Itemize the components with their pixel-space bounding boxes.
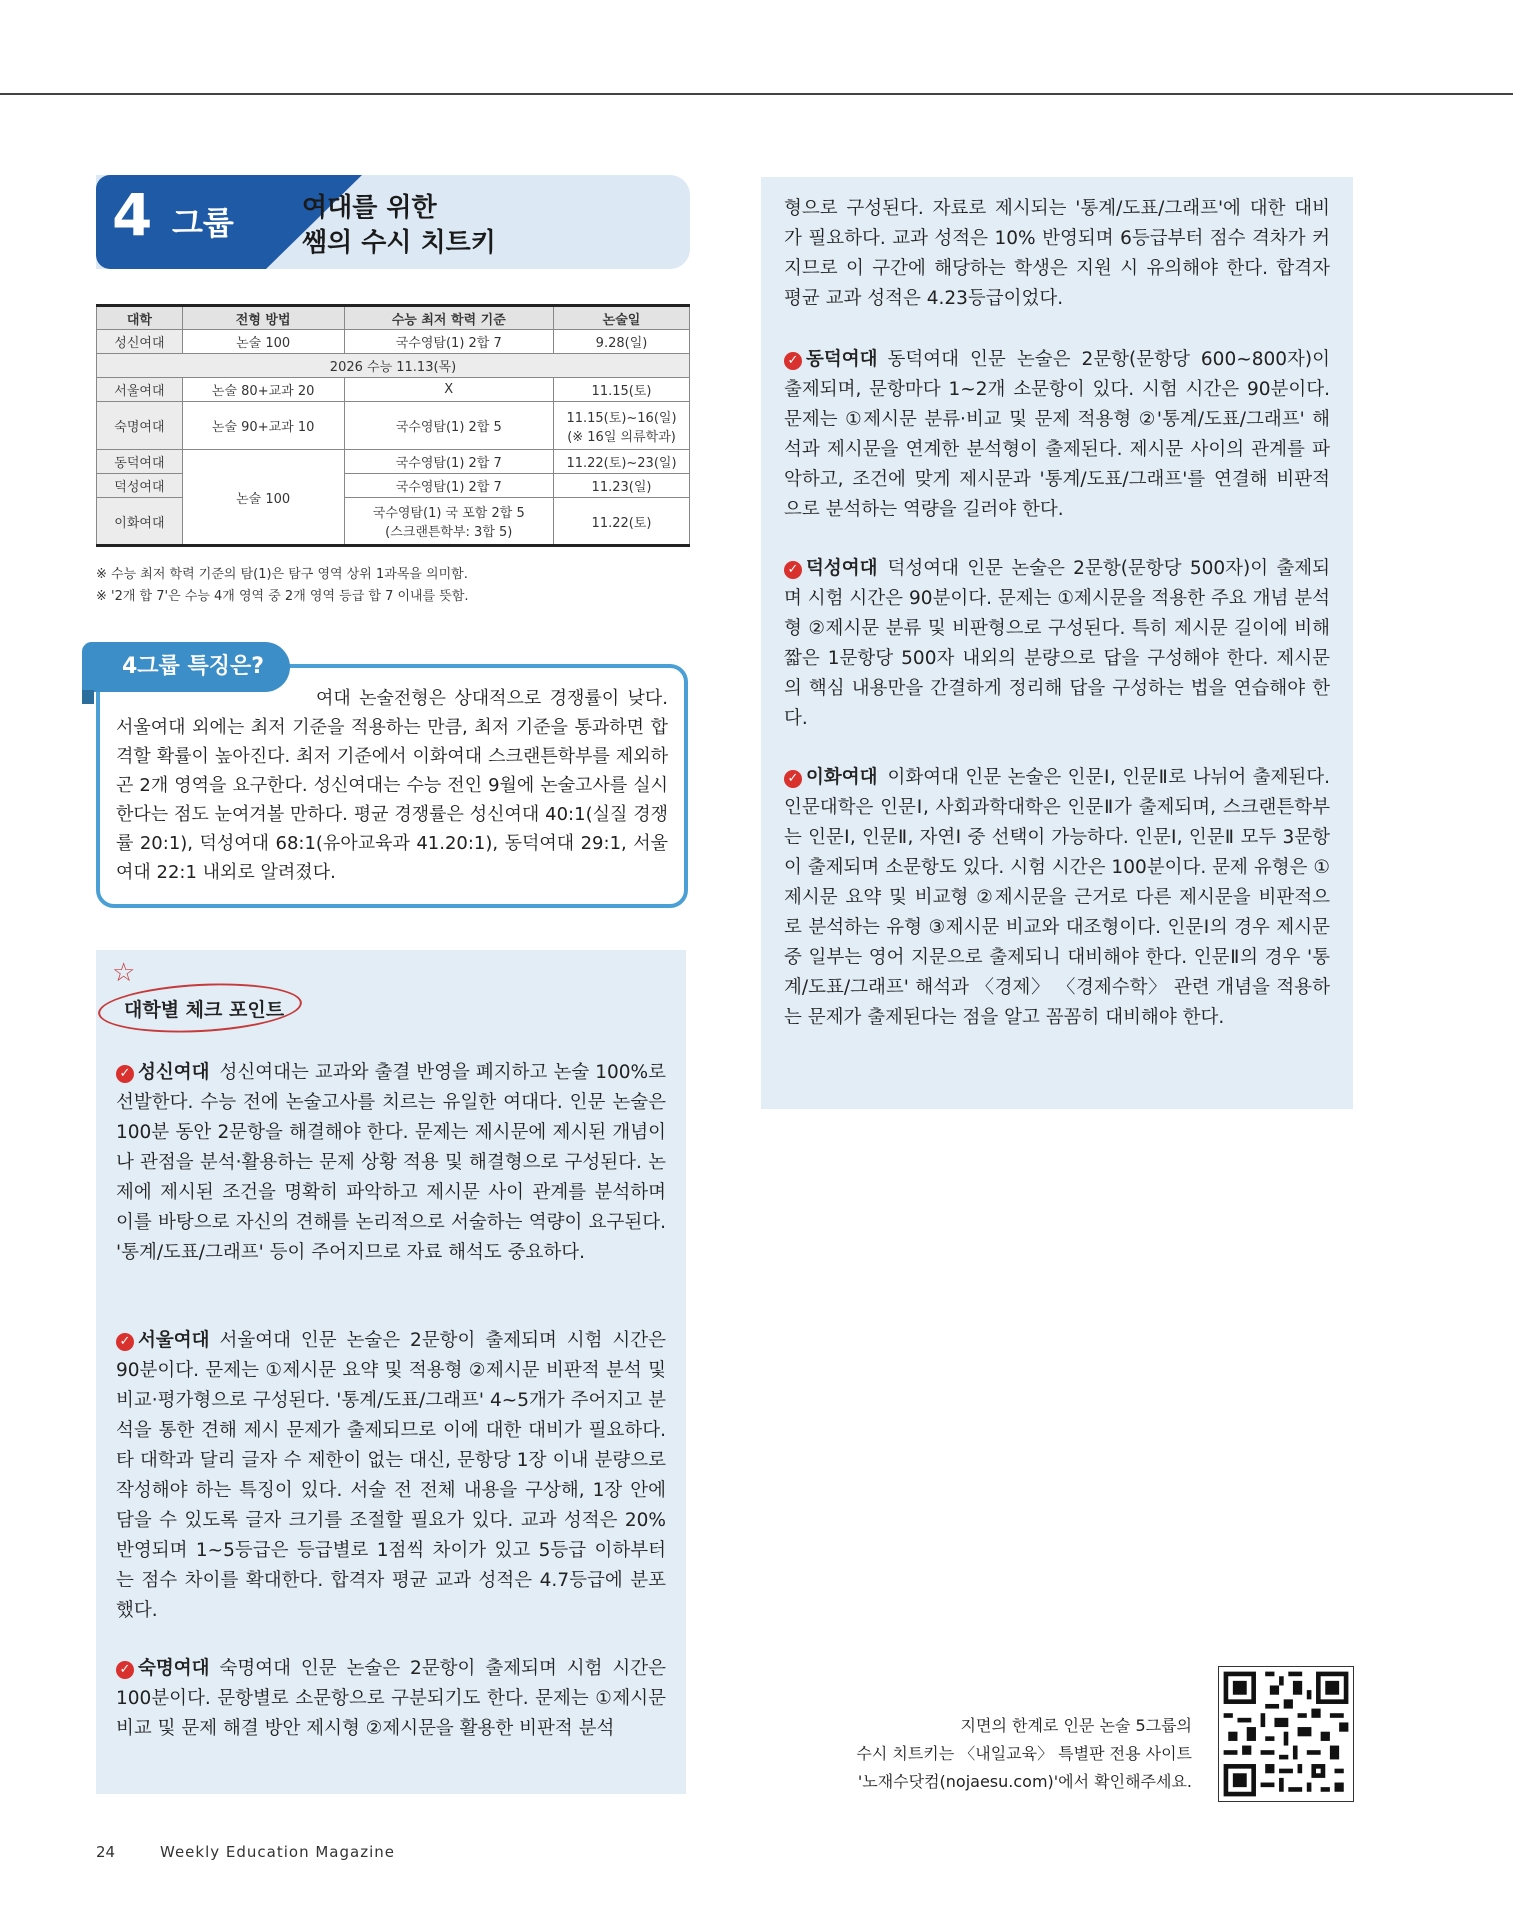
checkpoint-university: 덕성여대 [806,558,878,579]
cell-minimum: 국수영탐(1) 2합 5 [344,402,554,450]
col-header-date: 논술일 [554,306,690,330]
cell-date [554,402,690,450]
cell-date-line1: 11.15(토)~16(일) [566,410,677,426]
checkpoint-item [784,763,1330,1033]
checkpoint-university: 숙명여대 [138,1658,210,1679]
schedule-table [96,304,690,547]
features-tab-fold [82,690,94,704]
cell-minimum [344,498,554,546]
cell-method-shared: 논술 100 [182,450,344,546]
star-icon: ☆ [112,958,136,988]
check-icon: ✓ [784,352,802,370]
features-text: 여대 논술전형은 상대적으로 경쟁률이 낮다. 서울여대 외에는 최저 기준을 적용하는 만큼, 최저 기준을 통과하면 합격할 확률이 높아진다. 최저 기준에서 이화여대 스크랜튼학부를 제외하곤 2개 영역을 요구한다. 성신여대는 수능 전인 9월에 논술고사를 실시한다는 점도 눈여겨볼 만하다. 평균 경쟁률은 성신여대 40:1(실질 경쟁률 20:1), 덕성여대 68:1(유아교육과 41.20:1), 동덕여대 29:1, 서울여대 22:1 내외로 알려졌다. [116,688,668,883]
table-row [97,450,690,474]
qr-code[interactable] [1218,1666,1354,1802]
col-header-minimum: 수능 최저 학력 기준 [344,306,554,330]
cell-university: 성신여대 [97,330,183,354]
cell-minimum-line2: (스크랜튼학부: 3합 5) [385,525,513,540]
cell-university: 서울여대 [97,378,183,402]
checkpoint-text: 덕성여대 인문 논술은 2문항(문항당 500자)이 출제되며 시험 시간은 90분이다. 문제는 ①제시문을 적용한 주요 개념 분석형 ②제시문 분류 및 비판형으로 구성된다. 특히 제시문 길이에 비해 짧은 1문항당 500자 내외의 분량으로 답을 구성해야 한다. 제시문의 핵심 내용만을 간결하게 정리해 답을 구성하는 법을 연습해야 한다. [784,558,1330,729]
cell-method: 논술 80+교과 20 [182,378,344,402]
table-row [97,378,690,402]
checkpoint-text: 동덕여대 인문 논술은 2문항(문항당 600~800자)이 출제되며, 문항마다 1~2개 소문항이 있다. 시험 시간은 90분이다. 문제는 ①제시문 분류·비교 및 문제 적용형 ②'통계/도표/그래프' 해석과 제시문을 연계한 분석형이 출제된다. 제시문 사이의 관계를 파악하고, 조건에 맞게 제시문과 '통계/도표/그래프'를 연결해 비판적으로 분석하는 역량을 길러야 한다. [784,349,1330,520]
banner-title-line1: 여대를 위한 [302,193,437,223]
features-title: 4그룹 특징은? [122,654,264,679]
checkpoint-item [116,1654,666,1744]
cell-minimum: 국수영탐(1) 2합 7 [344,330,554,354]
checkpoint-text: 숙명여대 인문 논술은 2문항이 출제되며 시험 시간은 100분이다. 문항별로 소문항으로 구분되기도 한다. 문제는 ①제시문 비교 및 문제 해결 방안 제시형 ②제시문을 활용한 비판적 분석 [116,1658,666,1739]
cell-date-line2: (※ 16일 의류학과) [567,429,676,445]
checkpoint-continued: 형으로 구성된다. 자료로 제시되는 '통계/도표/그래프'에 대한 대비가 필요하다. 교과 성적은 10% 반영되며 6등급부터 점수 격차가 커지므로 이 구간에 해당하는 학생은 지원 시 유의해야 한다. 합격자 평균 교과 성적은 4.23등급이었다. [784,198,1330,309]
cell-date: 11.22(토)~23(일) [554,450,690,474]
table-notes [96,564,469,608]
checkpoint-item [784,554,1330,734]
cell-date: 11.23(일) [554,474,690,498]
cell-date: 9.28(일) [554,330,690,354]
cell-method: 논술 90+교과 10 [182,402,344,450]
checkpoint-university: 서울여대 [138,1330,210,1351]
cell-university: 덕성여대 [97,474,183,498]
checkpoint-university: 이화여대 [806,767,878,788]
cell-date: 11.22(토) [554,498,690,546]
group-label: 그룹 [172,204,234,242]
check-icon: ✓ [116,1333,134,1351]
qr-note-line: '노재수닷컴(nojaesu.com)'에서 확인해주세요. [857,1772,1192,1791]
checkpoint-item [784,345,1330,525]
qr-note-line: 지면의 한계로 인문 논술 5그룹의 [960,1716,1192,1735]
col-header-method: 전형 방법 [182,306,344,330]
magazine-name: Weekly Education Magazine [160,1843,395,1861]
checkpoint-university: 동덕여대 [806,349,878,370]
col-header-university: 대학 [97,306,183,330]
cell-minimum: 국수영탐(1) 2합 7 [344,450,554,474]
checkpoint-item [116,1326,666,1626]
group-number: 4 [112,181,153,249]
cell-minimum: X [344,378,554,402]
check-icon: ✓ [784,561,802,579]
page-number: 24 [96,1843,116,1861]
table-row [97,330,690,354]
table-note: ※ '2개 합 7'은 수능 4개 영역 중 2개 영역 등급 합 7 이내를 뜻함. [96,589,469,604]
check-icon: ✓ [784,770,802,788]
check-icon: ✓ [116,1065,134,1083]
cell-minimum-line1: 국수영탐(1) 국 포함 2합 5 [372,506,525,521]
checkpoint-text: 서울여대 인문 논술은 2문항이 출제되며 시험 시간은 90분이다. 문제는 ①제시문 요약 및 적용형 ②제시문 비판적 분석 및 비교·평가형으로 구성된다. '통계/도표/그래프' 4~5개가 주어지고 분석을 통한 견해 제시 문제가 출제되므로 이에 대한 대비가 필요하다. 타 대학과 달리 글자 수 제한이 없는 대신, 문항당 1장 이내 분량으로 작성해야 하는 특징이 있다. 서술 전 전체 내용을 구상해, 1장 안에 담을 수 있도록 글자 크기를 조절할 필요가 있다. 교과 성적은 20% 반영되며 1~5등급은 등급별로 1점씩 차이가 있고 5등급 이하부터는 점수 차이를 확대한다. 합격자 평균 교과 성적은 4.7등급에 분포했다. [116,1330,666,1621]
cell-university: 동덕여대 [97,450,183,474]
section-banner [96,175,690,269]
cell-method: 논술 100 [182,330,344,354]
top-rule [0,93,1513,95]
table-note: ※ 수능 최저 학력 기준의 탐(1)은 탐구 영역 상위 1과목을 의미함. [96,567,468,582]
table-row [97,402,690,450]
checkpoint-university: 성신여대 [138,1062,210,1083]
checkpoint-title: 대학별 체크 포인트 [124,999,285,1021]
checkpoint-text: 성신여대는 교과와 출결 반영을 폐지하고 논술 100%로 선발한다. 수능 전에 논술고사를 치르는 유일한 여대다. 인문 논술은 100분 동안 2문항을 해결해야 한다. 문제는 제시문에 제시된 개념이나 관점을 분석·활용하는 문제 상황 적용 및 해결형으로 구성된다. 논제에 제시된 조건을 명확히 파악하고 제시문 사이 관계를 분석하며 이를 바탕으로 자신의 견해를 논리적으로 서술하는 역량이 요구된다. '통계/도표/그래프' 등이 주어지므로 자료 해석도 중요하다. [116,1062,666,1263]
check-icon: ✓ [116,1661,134,1679]
banner-title-line2: 쌤의 수시 치트키 [302,228,496,258]
qr-note [820,1712,1192,1796]
table-divider-row [97,354,690,378]
cell-minimum: 국수영탐(1) 2합 7 [344,474,554,498]
cell-university: 이화여대 [97,498,183,546]
qr-note-line: 수시 치트키는 〈내일교육〉 특별판 전용 사이트 [856,1744,1192,1763]
table-header-row [97,306,690,330]
checkpoint-item [116,1058,666,1268]
qr-code-icon [1219,1667,1353,1801]
cell-date: 11.15(토) [554,378,690,402]
cell-csat-date: 2026 수능 11.13(목) [97,354,690,378]
checkpoint-text: 이화여대 인문 논술은 인문Ⅰ, 인문Ⅱ로 나뉘어 출제된다. 인문대학은 인문Ⅰ, 사회과학대학은 인문Ⅱ가 출제되며, 스크랜튼학부는 인문Ⅰ, 인문Ⅱ, 자연Ⅰ 중 선택이 가능하다. 인문Ⅰ, 인문Ⅱ 모두 3문항이 출제되며 소문항도 있다. 시험 시간은 100분이다. 문제 유형은 ①제시문 요약 및 비교형 ②제시문을 근거로 다른 제시문을 비판적으로 분석하는 유형 ③제시문 비교와 대조형이다. 인문Ⅰ의 경우 제시문 중 일부는 영어 지문으로 출제되니 대비해야 한다. 인문Ⅱ의 경우 '통계/도표/그래프' 해석과 〈경제〉 〈경제수학〉 관련 개념을 적용하는 문제가 출제된다는 점을 알고 꼼꼼히 대비해야 한다. [784,767,1330,1028]
cell-university: 숙명여대 [97,402,183,450]
